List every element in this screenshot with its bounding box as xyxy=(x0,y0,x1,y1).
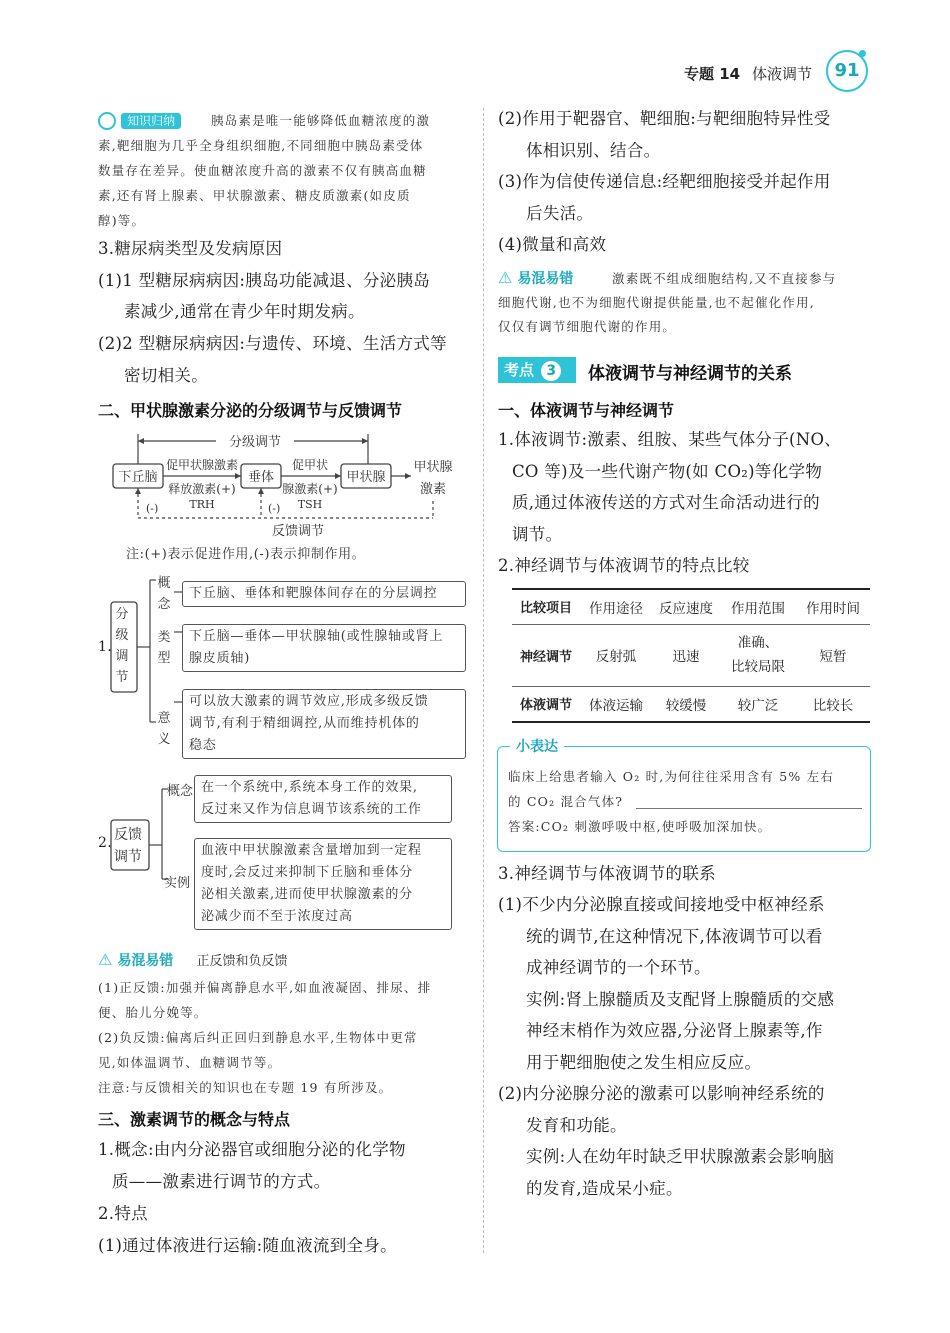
feature-3-line2: 后失活。 xyxy=(526,204,594,223)
knowledge-line-4: 素,还有肾上腺素、甲状腺激素、糖皮质激素(如皮质 xyxy=(98,188,411,203)
tree2-root: 反馈 调节 xyxy=(114,827,142,865)
tree1-meaning-box: 可以放大激素的调节效应,形成多级反馈 调节,有利于精细调控,从而维持机体的 稳态 xyxy=(182,689,466,759)
tree2-example-label: 实例 xyxy=(164,876,191,891)
section2-title: 二、甲状腺激素分泌的分级调节与反馈调节 xyxy=(98,401,403,420)
p3-1-line1: (1)不少内分泌腺直接或间接地受中枢神经系 xyxy=(498,895,825,914)
tree1-type-box: 下丘脑—垂体—甲状腺轴(或性腺轴或肾上 腺皮质轴) xyxy=(182,624,466,672)
p3-1-line6: 用于靶细胞使之发生相应反应。 xyxy=(526,1053,762,1072)
confuse-left-line-4: 见,如体温调节、血糖调节等。 xyxy=(98,1055,282,1070)
confuse-right-line-2: 细胞代谢,也不为细胞代谢提供能量,也不起催化作用, xyxy=(498,295,815,310)
knowledge-line-1: 胰岛素是唯一能够降低血糖浓度的激 xyxy=(211,113,431,128)
hormone-label-2: 激素 xyxy=(419,482,447,497)
feature-title: 2.特点 xyxy=(98,1204,148,1223)
p3-title: 3.神经调节与体液调节的联系 xyxy=(498,864,716,883)
column-divider xyxy=(483,108,484,1253)
tree1-meaning-label: 意 义 xyxy=(157,711,171,747)
tree1-number: 1. xyxy=(98,639,112,655)
confuse-note-right-header xyxy=(498,268,573,288)
confuse-tag-right: 易混易错 xyxy=(517,271,574,287)
hormone-label-1: 甲状腺 xyxy=(413,460,453,475)
sub1-title: 一、体液调节与神经调节 xyxy=(498,401,675,420)
diabetes-type1-line2: 素减少,通常在青少年时期发病。 xyxy=(124,302,365,321)
confuse-right-line-1: 激素既不组成细胞结构,又不直接参与 xyxy=(612,271,837,286)
kaodian-badge xyxy=(498,357,576,383)
flow-note: 注:(+)表示促进作用,(-)表示抑制作用。 xyxy=(126,547,366,562)
confuse-title-left: 正反馈和负反馈 xyxy=(196,954,288,969)
diabetes-title: 3.糖尿病类型及发病原因 xyxy=(98,239,283,258)
p3-1-line5: 神经末梢作为效应器,分泌肾上腺素等,作 xyxy=(526,1021,823,1040)
feature-3-line1: (3)作为信使传递信息:经靶细胞接受并起作用 xyxy=(498,172,831,191)
kaodian-number: 3 xyxy=(541,361,561,381)
p3-2-line3: 实例:人在幼年时缺乏甲状腺激素会影响脑 xyxy=(526,1147,835,1166)
p2-title: 2.神经调节与体液调节的特点比较 xyxy=(498,556,750,575)
feedback-arrow-left xyxy=(135,488,141,494)
concept-line-1: 1.概念:由内分泌器官或细胞分泌的化学物 xyxy=(98,1140,406,1159)
answer-blank-line xyxy=(636,808,862,809)
tree1-concept-label: 概 念 xyxy=(157,576,171,612)
warning-icon: ⚠ xyxy=(98,950,113,969)
trh-arrow-head xyxy=(235,473,241,479)
tree2-number: 2. xyxy=(98,835,112,851)
tree1-concept-box: 下丘脑、垂体和靶腺体间存在的分层调控 xyxy=(182,581,466,607)
knowledge-line-2: 素,靶细胞为几乎全身组织细胞,不同细胞中胰岛素受体 xyxy=(98,138,424,153)
feature-1: (1)通过体液进行运输:随血液流到全身。 xyxy=(98,1236,397,1255)
confuse-left-line-3: (2)负反馈:偏离后纠正回归到静息水平,生物体中更常 xyxy=(98,1030,418,1045)
topic-number: 专题 14 xyxy=(684,65,741,83)
diabetes-type2-line1: (2)2 型糖尿病病因:与遗传、环境、生活方式等 xyxy=(98,334,447,353)
xiaobiaoda-title: 小表达 xyxy=(510,736,564,756)
knowledge-line-5: 醇)等。 xyxy=(98,213,146,228)
p3-1-line4: 实例:肾上腺髓质及支配肾上腺髓质的交感 xyxy=(526,990,835,1009)
xiaobiaoda-answer: 答案:CO₂ 刺激呼吸中枢,使呼吸加深加快。 xyxy=(508,819,772,834)
confuse-left-line-1: (1)正反馈:加强并偏离静息水平,如血液凝固、排尿、排 xyxy=(98,980,432,995)
feedback-label: 反馈调节 xyxy=(271,524,325,539)
flow-top-label: 分级调节 xyxy=(228,435,282,450)
page-dot-decoration xyxy=(859,50,866,57)
tree1-root: 分 级 调 节 xyxy=(115,607,129,685)
hypothalamus-label: 下丘脑 xyxy=(118,470,158,485)
comparison-table xyxy=(512,588,870,723)
p3-2-line2: 发育和功能。 xyxy=(526,1116,627,1135)
table-row: 神经调节 反射弧 迅速 准确、 比较局限 短暂 xyxy=(512,624,870,686)
tree2-concept-box: 在一个系统中,系统本身工作的效果, 反过来又作为信息调节该系统的工作 xyxy=(194,775,452,823)
kaodian-title: 体液调节与神经调节的关系 xyxy=(588,364,792,384)
flow-top-arrow-left xyxy=(138,438,144,444)
xiaobiaoda-question-2: 的 CO₂ 混合气体? xyxy=(508,794,624,809)
pituitary-label: 垂体 xyxy=(247,470,275,485)
p3-2-line4: 的发育,造成呆小症。 xyxy=(526,1179,683,1198)
page-topic-title: 体液调节 xyxy=(752,65,813,83)
confuse-note-left-header xyxy=(98,950,288,970)
confuse-left-line-2: 便、胎儿分娩等。 xyxy=(98,1005,208,1020)
p3-1-line2: 统的调节,在这种情况下,体液调节可以看 xyxy=(526,927,823,946)
thyroid-regulation-flow xyxy=(98,426,470,541)
feedback-arrow-mid xyxy=(258,488,264,494)
hormone-arrow-head xyxy=(405,473,411,479)
feedback-minus-left: (-) xyxy=(146,502,159,515)
tsh-label-1: 促甲状 xyxy=(291,458,329,472)
p1-line1: 1.体液调节:激素、组胺、某些气体分子(NO、 xyxy=(498,430,842,449)
p1-line2: CO 等)及一些代谢产物(如 CO₂)等化学物 xyxy=(512,462,823,481)
warning-icon: ⚠ xyxy=(498,268,513,287)
flow-top-arrow-right xyxy=(362,438,368,444)
xiaobiaoda-question-1: 临床上给患者输入 O₂ 时,为何往往采用含有 5% 左右 xyxy=(508,769,835,784)
confuse-tag-left: 易混易错 xyxy=(117,953,174,969)
knowledge-tag: 知识归纳 xyxy=(121,113,181,129)
tsh-label-2: 腺激素(+) xyxy=(282,482,338,496)
kaodian-label: 考点 xyxy=(504,361,535,379)
trh-label-3: TRH xyxy=(189,498,215,511)
p3-2-line1: (2)内分泌腺分泌的激素可以影响神经系统的 xyxy=(498,1084,825,1103)
tree1-type-label: 类 型 xyxy=(157,630,171,666)
feature-2-line2: 体相识别、结合。 xyxy=(526,141,661,160)
tsh-arrow-head xyxy=(335,473,341,479)
table-row: 比较项目 作用途径 反应速度 作用范围 作用时间 xyxy=(512,589,870,624)
confuse-right-line-3: 仅仅有调节细胞代谢的作用。 xyxy=(498,319,677,334)
tsh-label-3: TSH xyxy=(297,498,323,511)
confuse-left-line-5: 注意:与反馈相关的知识也在专题 19 有所涉及。 xyxy=(98,1080,393,1095)
feedback-minus-mid: (-) xyxy=(268,502,281,515)
concept-line-2: 质——激素进行调节的方式。 xyxy=(112,1172,331,1191)
trh-label-1: 促甲状腺激素 xyxy=(165,458,239,472)
section3-title: 三、激素调节的概念与特点 xyxy=(98,1110,291,1129)
knowledge-icon xyxy=(98,112,116,130)
diabetes-type2-line2: 密切相关。 xyxy=(124,366,208,385)
p1-line3: 质,通过体液传送的方式对生命活动进行的 xyxy=(512,493,820,512)
diabetes-type1-line1: (1)1 型糖尿病病因:胰岛功能减退、分泌胰岛 xyxy=(98,271,431,290)
feature-2-line1: (2)作用于靶器官、靶细胞:与靶细胞特异性受 xyxy=(498,109,831,128)
tree2-concept-label: 概念 xyxy=(167,784,194,799)
p1-line4: 调节。 xyxy=(512,525,563,544)
tree2-example-box: 血液中甲状腺激素含量增加到一定程 度时,会反过来抑制下丘脑和垂体分 泌相关激素,进而使甲状腺激素的分 泌减少而不至于浓度过高 xyxy=(194,838,452,930)
feature-4: (4)微量和高效 xyxy=(498,235,607,254)
thyroid-label: 甲状腺 xyxy=(346,470,386,485)
table-row: 体液调节 体液运输 较缓慢 较广泛 比较长 xyxy=(512,686,870,722)
p3-1-line3: 成神经调节的一个环节。 xyxy=(526,958,711,977)
trh-label-2: 释放激素(+) xyxy=(168,482,236,496)
page-number: 91 xyxy=(826,50,868,92)
knowledge-line-3: 数量存在差异。使血糖浓度升高的激素不仅有胰高血糖 xyxy=(98,163,427,178)
